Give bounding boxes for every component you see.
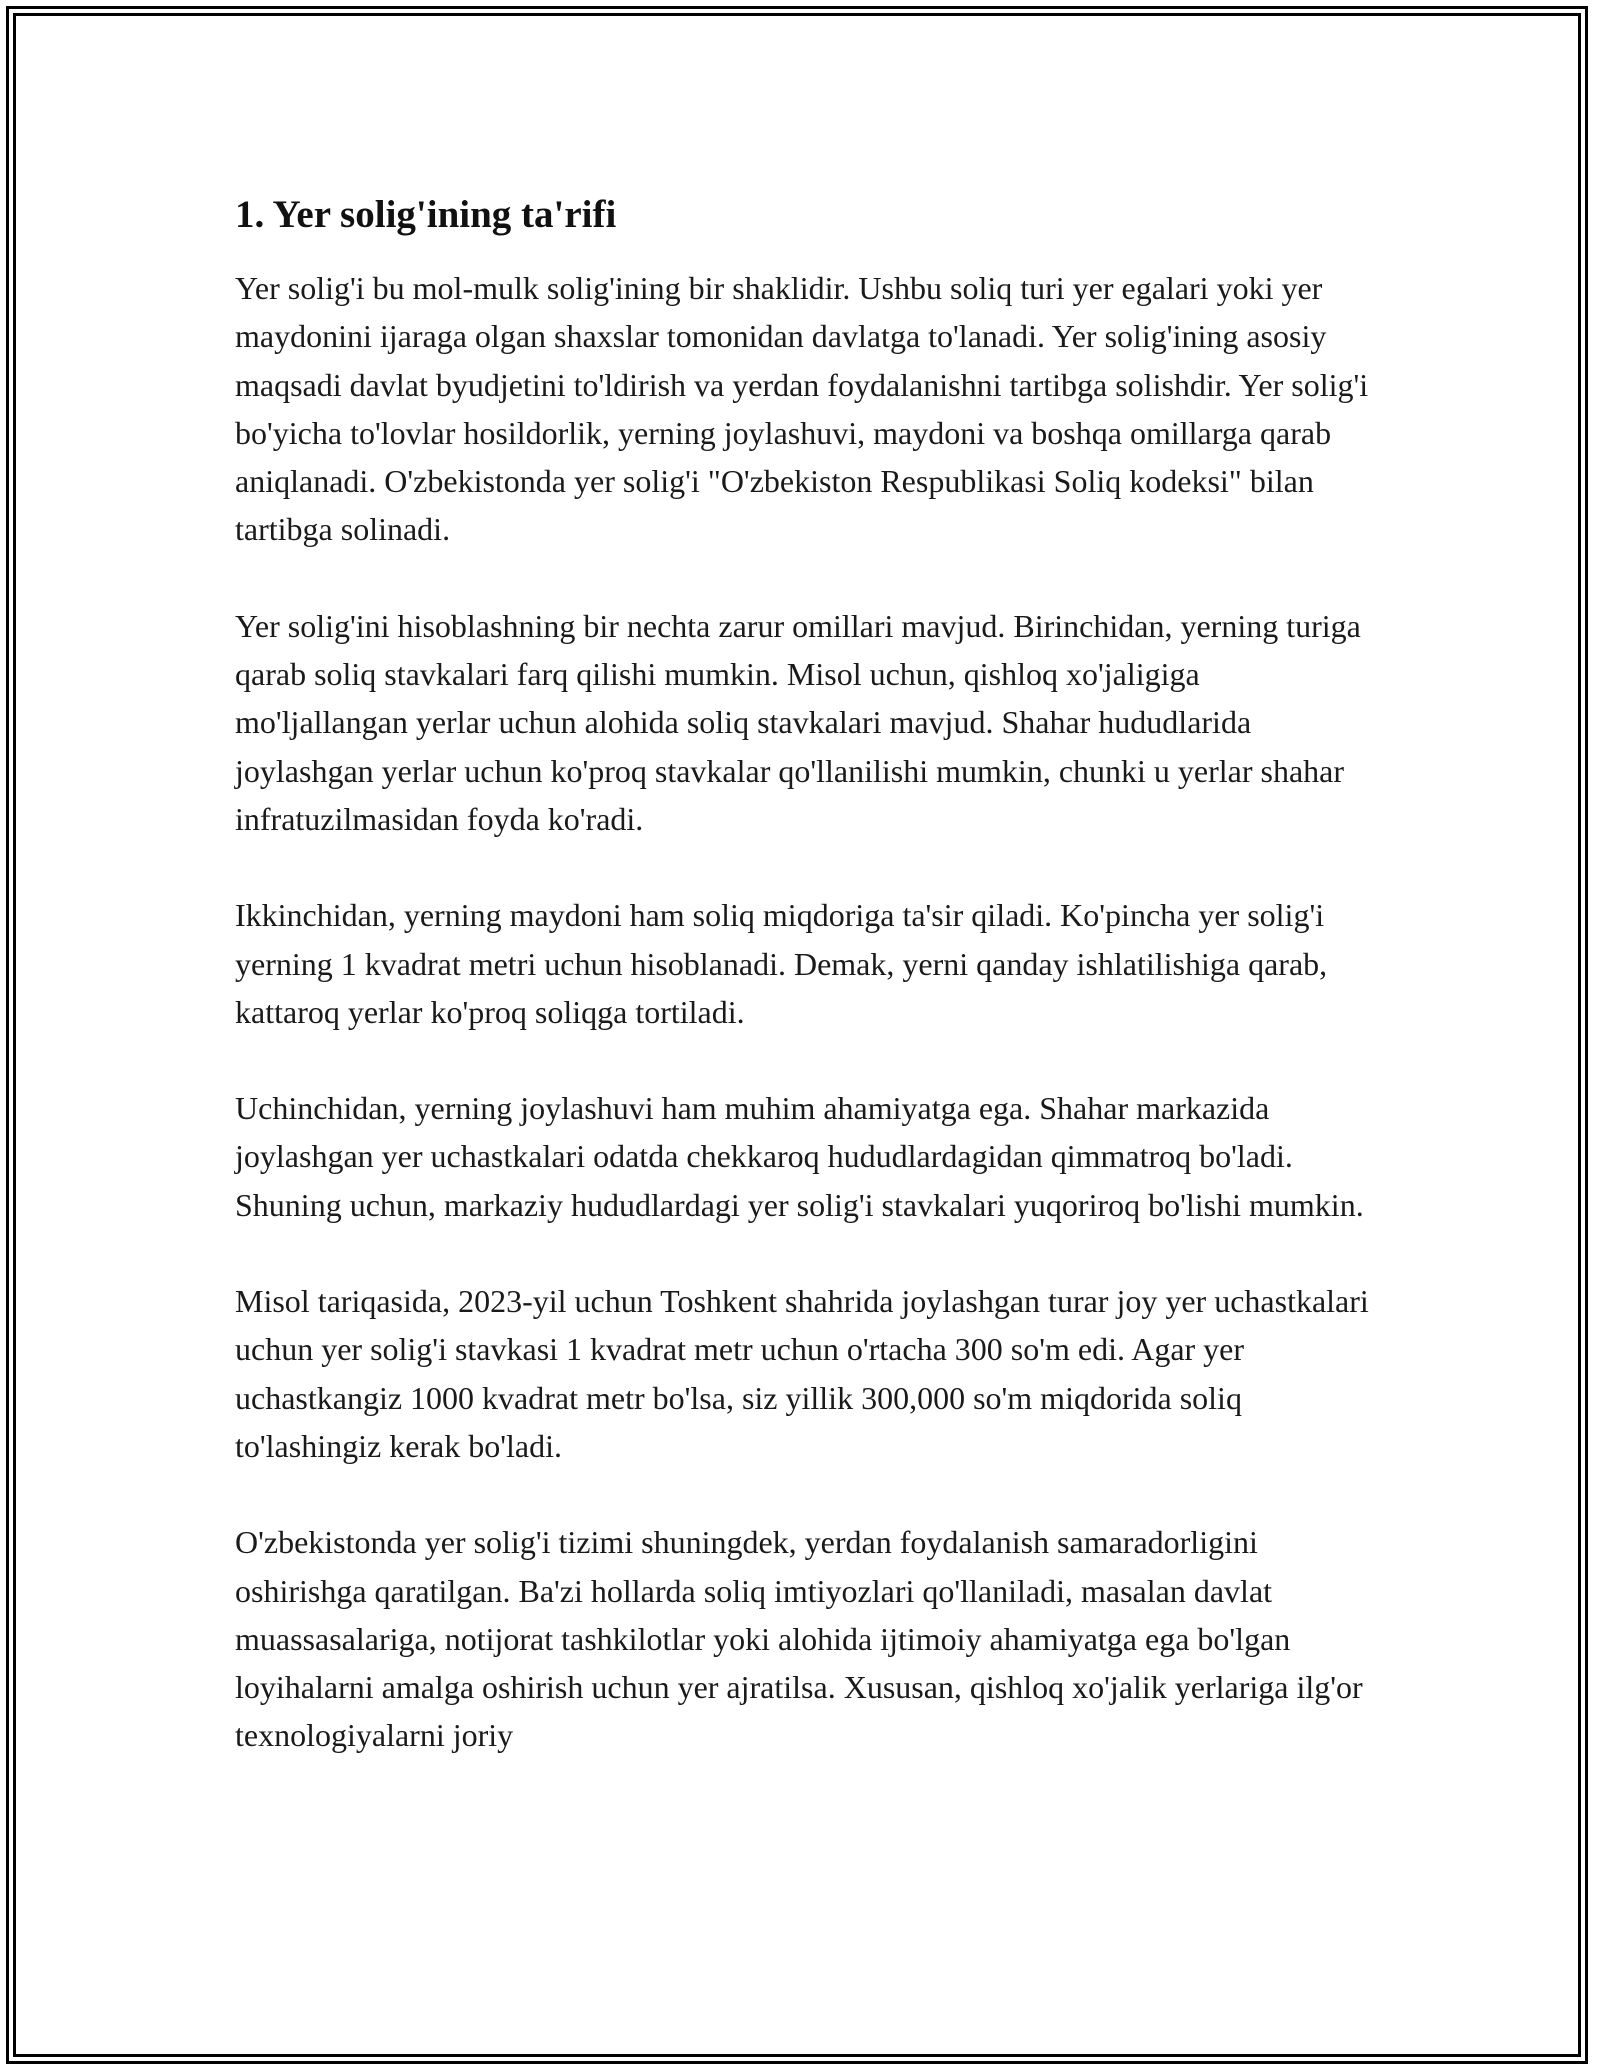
paragraph-area: Ikkinchidan, yerning maydoni ham soliq miqdoriga ta'sir qiladi. Ko'pincha yer solig'i yerning 1 kvadrat metri uchun hisoblanadi. Demak, yerni qanday ishlatilishiga qarab, kattaroq yerlar ko'proq soliqga tortiladi. xyxy=(235,897,1328,1030)
paragraph-definition: Yer solig'i bu mol-mulk solig'ining bir shaklidir. Ushbu soliq turi yer egalari yoki yer maydonini ijaraga olgan shaxslar tomonidan davlatga to'lanadi. Yer solig'ining asosiy maqsadi davlat byudjetini to'ldirish va yerdan foydalanishni tartibga solishdir. Yer solig'i bo'yicha to'lovlar hosildorlik, yerning joylashuvi, maydoni va boshqa omillarga qarab aniqlanadi. O'zbekistonda yer solig'i "O'zbekiston Respublikasi Soliq kodeksi" bilan tartibga solinadi. xyxy=(235,270,1369,548)
section-heading: 1. Yer solig'ining ta'rifi xyxy=(235,193,617,236)
paragraph-factors: Yer solig'ini hisoblashning bir nechta zarur omillari mavjud. Birinchidan, yerning turiga qarab soliq stavkalari farq qilishi mumkin. Misol uchun, qishloq xo'jaligiga mo'ljallangan yerlar uchun alohida soliq stavkalari mavjud. Shahar hududlarida joylashgan yerlar uchun ko'proq stavkalar qo'llanilishi mumkin, chunki u yerlar shahar infratuzilmasidan foyda ko'radi. xyxy=(235,607,1361,837)
paragraph-location: Uchinchidan, yerning joylashuvi ham muhim ahamiyatga ega. Shahar markazida joylashgan yer uchastkalari odatda chekkaroq hududlardagidan qimmatroq bo'ladi. Shuning uchun, markaziy hududlardagi yer solig'i stavkalari yuqoriroq bo'lishi mumkin. xyxy=(235,1090,1364,1223)
paragraph-system: O'zbekistonda yer solig'i tizimi shuningdek, yerdan foydalanish samaradorligini oshirishga qaratilgan. Ba'zi hollarda soliq imtiyozlari qo'llaniladi, masalan davlat muassasalariga, notijorat tashkilotlar yoki alohida ijtimoiy ahamiyatga ega bo'lgan loyihalarni amalga oshirish uchun yer ajratilsa. Xususan, qishloq xo'jalik yerlariga ilg'or texnologiyalarni joriy xyxy=(235,1524,1363,1754)
paragraph-example: Misol tariqasida, 2023-yil uchun Toshkent shahrida joylashgan turar joy yer uchastkalari uchun yer solig'i stavkasi 1 kvadrat metr uchun o'rtacha 300 so'm edi. Agar yer uchastkangiz 1000 kvadrat metr bo'lsa, siz yillik 300,000 so'm miqdorida soliq to'lashingiz kerak bo'ladi. xyxy=(235,1283,1369,1464)
document-body xyxy=(235,188,1375,1760)
